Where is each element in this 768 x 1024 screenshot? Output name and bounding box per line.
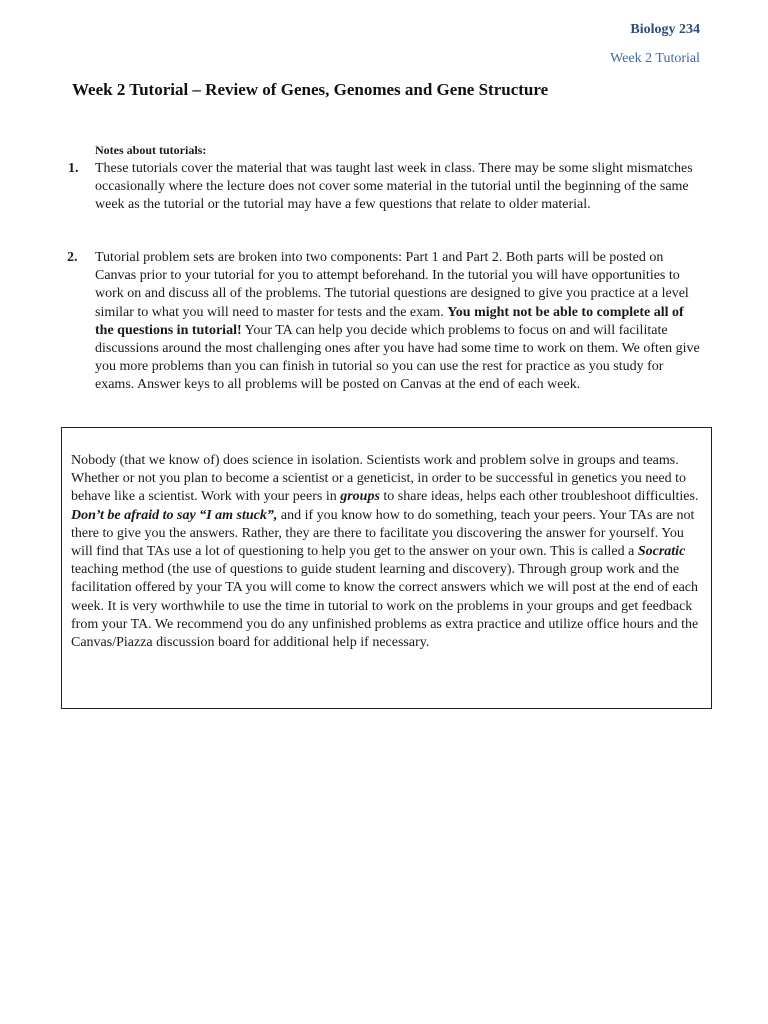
box-text-part-4: teaching method (the use of questions to guide student learning and discovery). Through group work and the facilitation offered by your TA you will come to know the correct answers which we will post at the end of each week. It is very worthwhile to use the time in tutorial to work on the problems in your groups and get feedback from your TA. We recommend you do any unfinished problems as extra practice and utilize office hours and the Canvas/Piazza discussion board for additional help if necessary.: [71, 562, 699, 651]
note-item-1: [68, 160, 705, 215]
box-emphasis-groups: groups: [340, 489, 380, 505]
box-emphasis-stuck: Don’t be afraid to say “I am stuck”,: [71, 507, 278, 523]
note-number-1: 1.: [68, 161, 79, 176]
collaboration-text: [71, 452, 701, 652]
box-text-part-3: and if you know how to do something, teach your peers. Your TAs are not there to give you the answers. Rather, they are there to facilitate you discovering the answer for yourself. You will find that TAs use a lot of questioning to help you get to the answer on your own. This is called a: [71, 507, 695, 560]
note-text-1: These tutorials cover the material that was taught last week in class. There may be some slight mismatches occasionally where the lecture does not cover some material in the tutorial until the beginning of the same week as the tutorial or the tutorial may have a few questions that relate to older material.: [95, 161, 693, 213]
collaboration-box: [61, 427, 712, 709]
notes-heading: Notes about tutorials:: [95, 143, 207, 157]
note-number-2: 2.: [67, 250, 78, 265]
box-text-part-2: to share ideas, helps each other troubleshoot difficulties.: [379, 489, 699, 505]
note-item-2: [67, 249, 705, 395]
note-text-2-bold: You might not be able to complete all of the questions in tutorial!: [95, 304, 684, 338]
note-text-2-after: Your TA can help you decide which problems to focus on and will facilitate discussions around the most challenging ones after you have had some time to work on them. We often give you more problems than you can finish in tutorial so you can use the rest for practice as you study for exams. Answer keys to all problems will be posted on Canvas at the end of each week.: [95, 322, 700, 393]
box-emphasis-socratic: Socratic: [637, 544, 686, 560]
box-text-part-1: Nobody (that we know of) does science in isolation. Scientists work and problem solve in groups and teams. Whether or not you plan to become a scientist or a geneticist, in order to be successful in genetics you need to behave like a scientist. Work with your peers in: [71, 453, 687, 505]
note-text-2-before: Tutorial problem sets are broken into two components: Part 1 and Part 2. Both parts will be posted on Canvas prior to your tutorial for you to attempt beforehand. In the tutorial you will have opportunities to work on and discuss all of the problems. The tutorial questions are designed to give you practice at a level similar to what you will need to master for tests and the exam.: [95, 250, 689, 320]
page-title: Week 2 Tutorial – Review of Genes, Genomes and Gene Structure: [72, 80, 549, 99]
week-label: Week 2 Tutorial: [610, 51, 700, 66]
course-title: Biology 234: [630, 22, 700, 37]
